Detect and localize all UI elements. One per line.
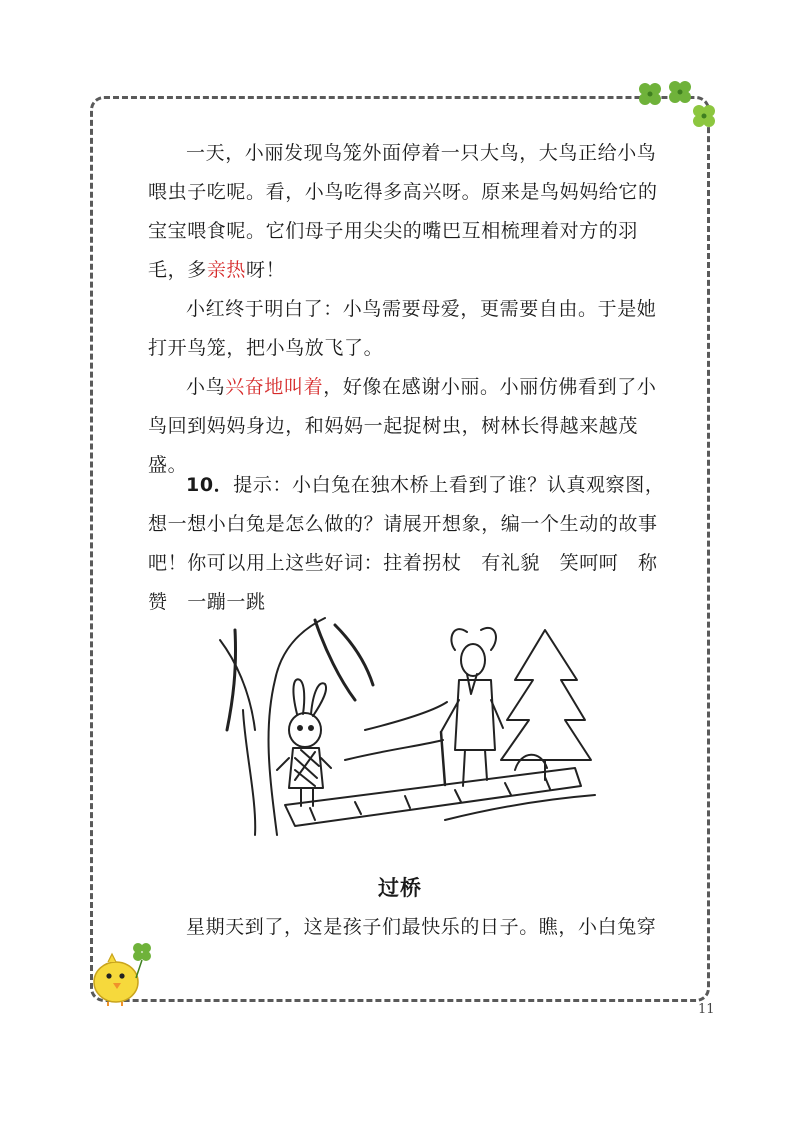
paragraph-2: 小红终于明白了：小鸟需要母爱，更需要自由。于是她打开鸟笼，把小鸟放飞了。 [148,298,657,359]
prompt-paragraph: 10．提示：小白兔在独木桥上看到了谁？认真观察图，想一想小白兔是怎么做的？请展开想象，编一个生动的故事吧！你可以用上这些好词：拄着拐杖 有礼貌 笑呵呵 称赞 一蹦一跳 [148,474,665,613]
paragraph-1: 一天，小丽发现鸟笼外面停着一只大鸟，大鸟正给小鸟喂虫子吃呢。看，小鸟吃得多高兴呀。原来是鸟妈妈给它的宝宝喂食呢。它们母子用尖尖的嘴巴互相梳理着对方的羽毛，多亲热呀！ [148,142,658,281]
page-number: 11 [698,1002,715,1017]
writing-prompt [148,466,668,622]
paragraph-3: 小鸟兴奋地叫着，好像在感谢小丽。小丽仿佛看到了小鸟回到妈妈身边，和妈妈一起捉树虫，树林长得越来越茂盛。 [148,376,657,476]
story-continuation [148,134,668,485]
story-first-line: 星期天到了，这是孩子们最快乐的日子。瞧，小白兔穿 [186,916,657,938]
clover-decoration-icon [636,80,720,136]
chick-icon [86,940,156,1006]
highlighted-phrase: 兴奋地叫着 [225,376,324,398]
rabbit-goat-bridge-illustration [215,610,600,842]
highlighted-word: 亲热 [206,259,247,281]
question-number: 10． [186,474,234,496]
story-opening [148,908,668,947]
story-title: 过桥 [378,876,422,900]
